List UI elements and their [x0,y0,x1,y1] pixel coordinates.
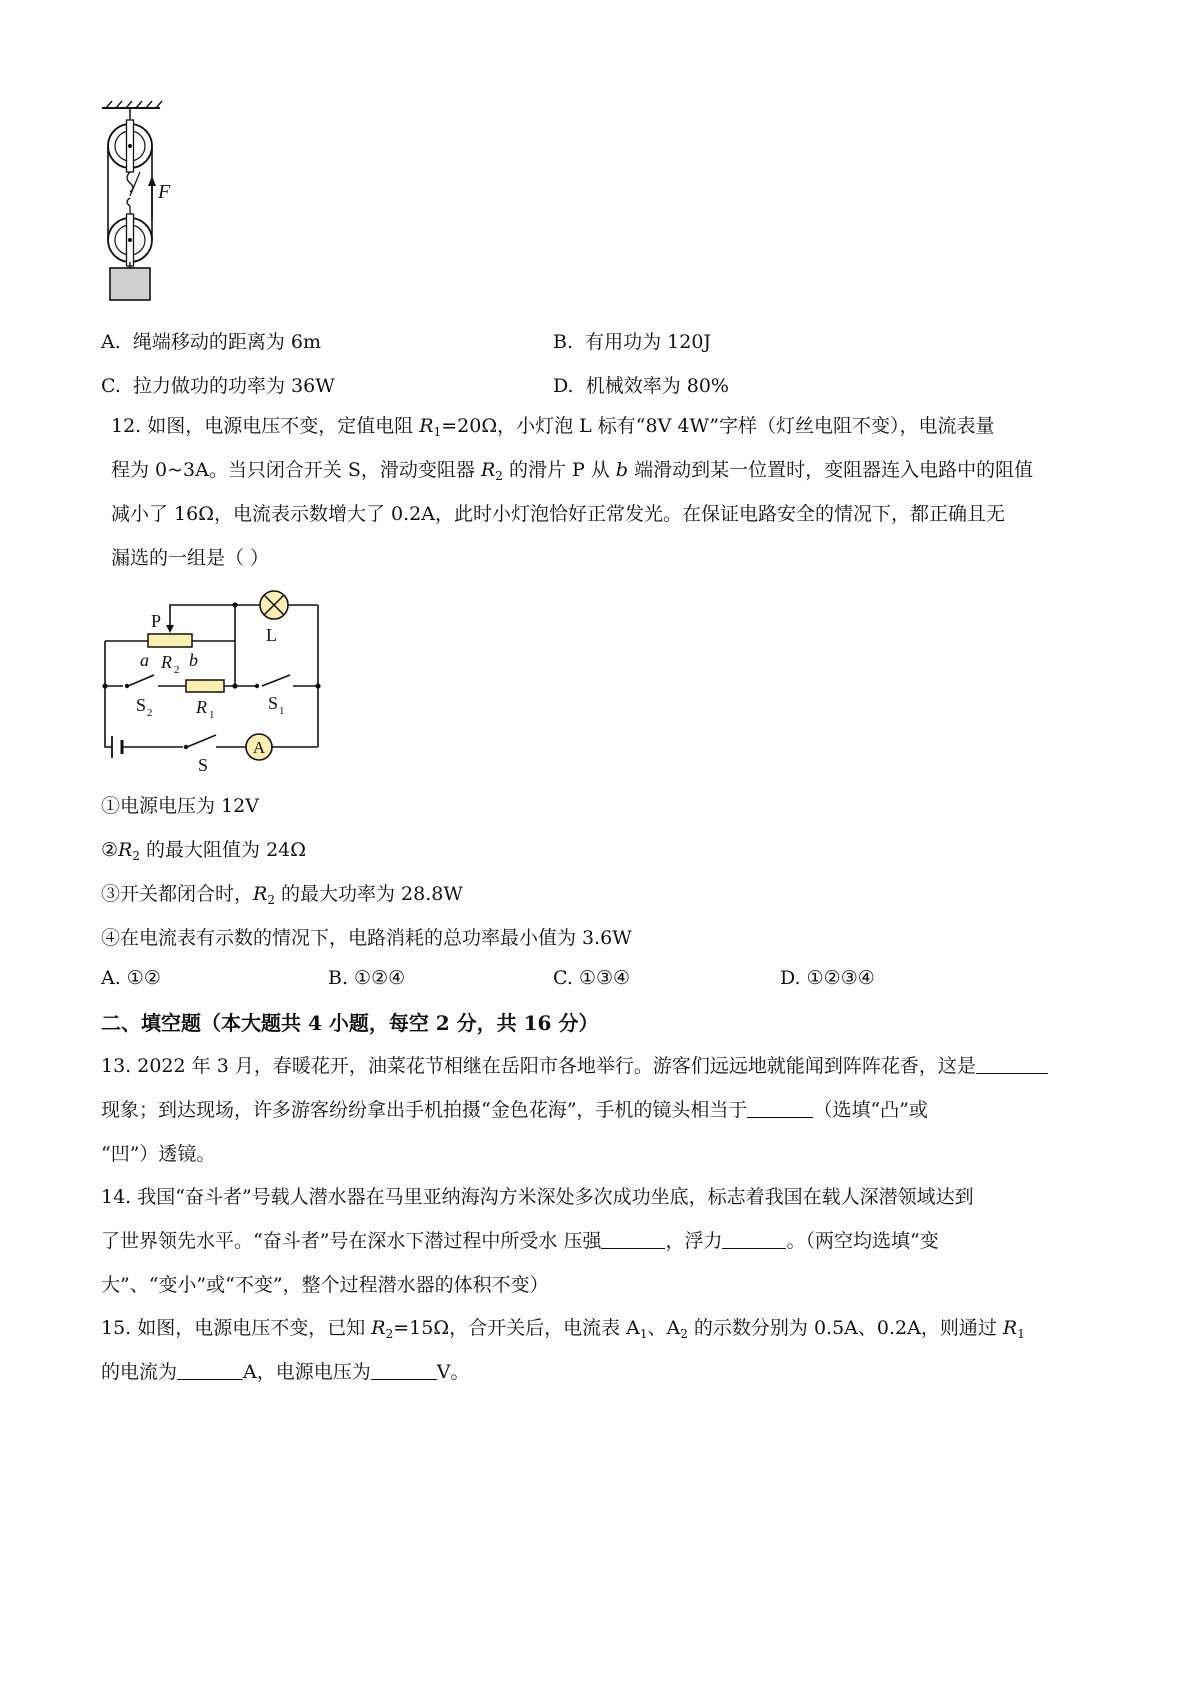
q12-statement-1: ①电源电压为 12V [101,795,259,817]
q15-line-1: 15. 如图，电源电压不变，已知 $R_2=15\Omega$，合开关后，电流表 $A_1$、$A_2$ 的示数分别为 0.5A、0.2A，则通过 $R_1$ [101,1317,1025,1341]
q11-option-b[interactable] [553,327,711,354]
slider-label: P [151,611,162,631]
pulley-figure [100,100,210,310]
q11-option-c[interactable] [101,371,335,398]
rheostat-r2 [148,634,192,647]
q14-line-3: 大”、“变小”或“不变”，整个过程潜水器的体积不变） [101,1274,549,1296]
q14-line-1: 14. 我国“奋斗者”号载人潜水器在马里亚纳海沟方米深处多次成功坐底，标志着我国在载人深潜领域达到 [101,1186,974,1208]
resistor-r1 [186,680,224,692]
load-block [110,268,150,300]
option-text: 绳端移动的距离为 6m [132,331,322,353]
q12-choice-a[interactable]: A. ①② [101,967,161,989]
q12-stem-line-4: 漏选的一组是（ ） [111,547,270,569]
lamp-label: L [266,625,277,645]
q12-statement-2: $②R_2$ 的最大阻值为 24Ω [101,839,307,863]
q15-blank-1[interactable] [177,1361,243,1380]
end-b-label: b [189,650,198,670]
option-letter: D. [553,375,574,397]
q11-option-d[interactable] [553,371,729,398]
q12-stem-line-3: 减小了 16Ω，电流表示数增大了 0.2A，此时小灯泡恰好正常发光。在保证电路安全的情况下，都正确且无 [111,503,1005,525]
option-letter: B. [553,331,574,353]
q12-stem-line-2: 程为 0~3A。当只闭合开关 S，滑动变阻器 $R_2$ 的滑片 P 从 b 端滑动到某一位置时，变阻器连入电路中的阻值 [111,459,1034,483]
option-letter: C. [101,375,121,397]
s2-label: S [136,695,147,715]
q12-choice-d[interactable]: D. ①②③④ [780,967,875,989]
option-text: 拉力做功的功率为 36W [133,375,335,397]
s1-label: S [268,693,279,713]
r1-label: R [196,697,207,717]
q13-line-3: “凹”）透镜。 [101,1143,216,1165]
q12-choice-b[interactable]: B. ①②④ [328,967,406,989]
q14-line-2: 了世界领先水平。“奋斗者”号在深水下潜过程中所受水 压强 ，浮力 。（两空均选填“变 [101,1230,939,1252]
q12-circuit-diagram [98,585,328,775]
end-a-label: a [140,650,149,670]
s-label: S [198,755,209,775]
force-label: F [158,181,171,203]
option-text: 机械效率为 80% [585,375,729,397]
q12-statement-4: ④在电流表有示数的情况下，电路消耗的总功率最小值为 3.6W [101,927,632,949]
q13-line-1: 13. 2022 年 3 月，春暖花开，油菜花节相继在岳阳市各地举行。游客们远远地就能闻到阵阵花香，这是 [101,1054,1048,1078]
q12-statement-3: ③开关都闭合时，$R_2$ 的最大功率为 28.8W [101,883,463,907]
q14-blank-2[interactable] [722,1230,786,1249]
slider-arrow-icon [166,625,174,633]
r2-label: R [161,652,172,672]
option-text: 有用功为 120J [585,331,712,353]
q13-line-2: 现象；到达现场，许多游客纷纷拿出手机拍摄“金色花海”，手机的镜头相当于 （选填“凸”或 [101,1099,928,1121]
s1-subscript: 1 [279,705,285,717]
section-2-heading: 二、填空题（本大题共 4 小题，每空 2 分，共 16 分） [101,1011,599,1035]
q11-option-a[interactable] [101,327,321,354]
ceiling-hatch [106,101,162,108]
q15-line-2: 的电流为 A，电源电压为 V。 [101,1361,470,1383]
q14-blank-1[interactable] [601,1230,665,1249]
q15-blank-2[interactable] [371,1361,437,1380]
r2-subscript: 2 [174,664,180,676]
q13-blank-2[interactable] [747,1099,813,1118]
r1-subscript: 1 [209,709,215,721]
option-letter: A. [101,331,121,353]
s2-subscript: 2 [147,707,153,719]
q12-choice-c[interactable]: C. ①③④ [553,967,631,989]
q12-stem-line-1: 12. 如图，电源电压不变，定值电阻 $R_1=20\Omega$，小灯泡 L 标有“8V 4W”字样（灯丝电阻不变），电流表量 [111,415,995,439]
ammeter-label: A [252,738,266,757]
q13-blank-1[interactable] [976,1055,1048,1074]
